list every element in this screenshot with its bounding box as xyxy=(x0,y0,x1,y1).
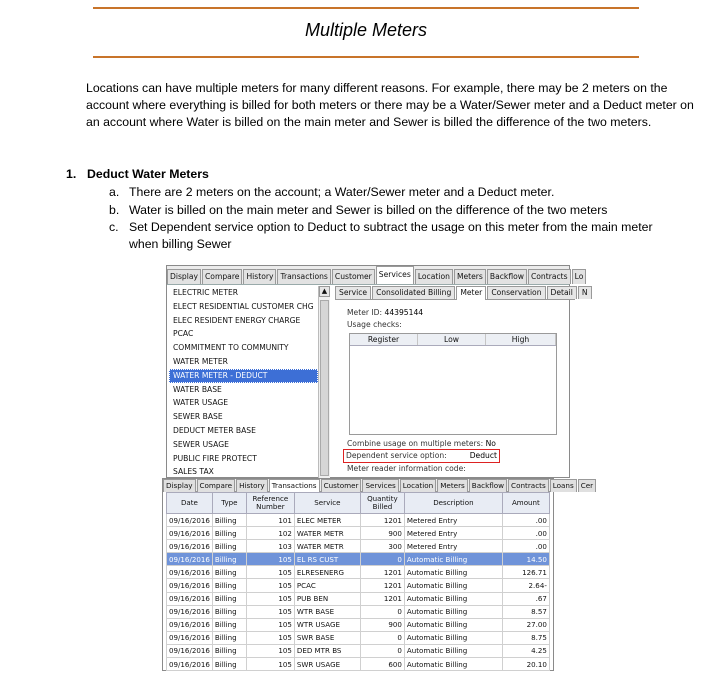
cell-date: 09/16/2016 xyxy=(167,605,213,618)
cell-ref: 105 xyxy=(246,618,294,631)
meter-id-row xyxy=(347,308,423,317)
cell-desc: Automatic Billing xyxy=(404,553,502,566)
meter-reader-label: Meter reader information code: xyxy=(347,464,466,473)
dependent-service-label: Dependent service option: xyxy=(346,451,447,460)
tab-transactions[interactable]: Transactions xyxy=(269,479,320,492)
service-list-scrollbar[interactable] xyxy=(318,286,330,479)
tab-meters[interactable]: Meters xyxy=(437,479,468,492)
cell-qty: 1201 xyxy=(360,579,404,592)
cell-date: 09/16/2016 xyxy=(167,527,213,540)
cell-desc: Metered Entry xyxy=(404,514,502,527)
tab-loans[interactable]: Loans xyxy=(550,479,577,492)
cell-type: Billing xyxy=(212,527,246,540)
page-title: Multiple Meters xyxy=(304,20,428,40)
transactions-table xyxy=(166,492,550,671)
tab-contracts[interactable]: Contracts xyxy=(508,479,549,492)
cell-date: 09/16/2016 xyxy=(167,658,213,671)
cell-desc: Automatic Billing xyxy=(404,566,502,579)
column-header[interactable]: Description xyxy=(404,493,502,514)
cell-date: 09/16/2016 xyxy=(167,579,213,592)
cell-type: Billing xyxy=(212,514,246,527)
cell-service: ELEC METER xyxy=(294,514,360,527)
meter-id-value: 44395144 xyxy=(384,308,424,317)
bottom-rule xyxy=(93,56,639,58)
list-item[interactable]: WATER USAGE xyxy=(173,398,229,408)
list-letter: c. xyxy=(109,220,119,234)
cell-ref: 105 xyxy=(246,553,294,566)
cell-type: Billing xyxy=(212,592,246,605)
table-row[interactable] xyxy=(167,605,550,618)
cell-service: EL RS CUST xyxy=(294,553,360,566)
cell-ref: 102 xyxy=(246,527,294,540)
list-text: Set Dependent service option to Deduct to subtract the usage on this meter from the main meter when billing Sewer xyxy=(129,220,653,251)
cell-ref: 105 xyxy=(246,658,294,671)
cell-ref: 105 xyxy=(246,579,294,592)
service-list xyxy=(169,286,318,479)
tab-display[interactable]: Display xyxy=(167,269,201,284)
table-row[interactable] xyxy=(167,579,550,592)
cell-qty: 600 xyxy=(360,658,404,671)
cell-qty: 1201 xyxy=(360,592,404,605)
cell-service: WTR BASE xyxy=(294,605,360,618)
cell-qty: 300 xyxy=(360,540,404,553)
cell-qty: 0 xyxy=(360,553,404,566)
list-item[interactable]: WATER BASE xyxy=(173,384,222,394)
cell-service: PUB BEN xyxy=(294,592,360,605)
cell-amount: .00 xyxy=(502,527,549,540)
cell-qty: 900 xyxy=(360,618,404,631)
cell-service: PCAC xyxy=(294,579,360,592)
tab-compare[interactable]: Compare xyxy=(202,269,242,284)
usage-checks-header xyxy=(350,334,556,346)
cell-qty: 1201 xyxy=(360,514,404,527)
meter-id-label: Meter ID: xyxy=(347,308,383,317)
table-row[interactable] xyxy=(167,514,550,527)
tab-compare[interactable]: Compare xyxy=(197,479,236,492)
cell-qty: 0 xyxy=(360,631,404,644)
cell-desc: Automatic Billing xyxy=(404,579,502,592)
tab-lo[interactable]: Lo xyxy=(572,269,587,284)
tab-customer[interactable]: Customer xyxy=(321,479,362,492)
cell-type: Billing xyxy=(212,566,246,579)
main-tab-bar xyxy=(167,266,584,285)
cell-amount: 14.50 xyxy=(502,553,549,566)
column-header[interactable]: High xyxy=(486,334,556,345)
cell-amount: 8.57 xyxy=(502,605,549,618)
column-header[interactable]: Amount xyxy=(502,493,549,514)
tab-location[interactable]: Location xyxy=(400,479,436,492)
subtab-detail[interactable]: Detail xyxy=(547,286,577,299)
cell-date: 09/16/2016 xyxy=(167,644,213,657)
cell-qty: 900 xyxy=(360,527,404,540)
list-item[interactable]: ELECTRIC METER xyxy=(173,288,239,297)
cell-date: 09/16/2016 xyxy=(167,592,213,605)
cell-type: Billing xyxy=(212,553,246,566)
intro-paragraph: Locations can have multiple meters for many different reasons. For example, there may be 2 meters on the account where everything is billed for both meters or there may be a Water/Sewer meter and a Deduct meter on an account where Water is billed on the main meter and Sewer is billed the difference of the two meters. xyxy=(86,81,694,129)
cell-type: Billing xyxy=(212,631,246,644)
combine-usage-label: Combine usage on multiple meters: xyxy=(347,439,484,448)
subtab-consolidated-billing[interactable]: Consolidated Billing xyxy=(372,286,455,299)
list-item-c xyxy=(109,219,664,253)
cell-service: WATER METR xyxy=(294,540,360,553)
cell-type: Billing xyxy=(212,579,246,592)
cell-date: 09/16/2016 xyxy=(167,514,213,527)
table-row[interactable] xyxy=(167,540,550,553)
tab-cer[interactable]: Cer xyxy=(578,479,596,492)
list-item[interactable]: SEWER BASE xyxy=(173,412,223,422)
cell-desc: Automatic Billing xyxy=(404,618,502,631)
dependent-service-value[interactable]: Deduct xyxy=(469,451,497,460)
column-header[interactable]: Register xyxy=(350,334,418,345)
cell-type: Billing xyxy=(212,618,246,631)
cell-service: DED MTR BS xyxy=(294,644,360,657)
cell-desc: Automatic Billing xyxy=(404,658,502,671)
cell-type: Billing xyxy=(212,540,246,553)
transactions-screenshot xyxy=(162,478,594,671)
transactions-tab-bar xyxy=(163,479,594,492)
cell-qty: 0 xyxy=(360,605,404,618)
column-header[interactable]: Low xyxy=(418,334,486,345)
table-row[interactable] xyxy=(167,658,550,671)
cell-date: 09/16/2016 xyxy=(167,618,213,631)
cell-service: WTR USAGE xyxy=(294,618,360,631)
cell-date: 09/16/2016 xyxy=(167,553,213,566)
services-screenshot xyxy=(166,265,588,478)
table-row[interactable] xyxy=(167,527,550,540)
table-row[interactable] xyxy=(167,592,550,605)
cell-date: 09/16/2016 xyxy=(167,540,213,553)
table-row[interactable] xyxy=(167,566,550,579)
table-row[interactable] xyxy=(167,644,550,657)
list-item-a xyxy=(109,184,669,201)
detail-tab-bar xyxy=(335,286,588,300)
cell-type: Billing xyxy=(212,644,246,657)
cell-amount: .67 xyxy=(502,592,549,605)
cell-type: Billing xyxy=(212,605,246,618)
column-header[interactable]: Service xyxy=(294,493,360,514)
subtab-meter[interactable]: Meter xyxy=(456,286,486,300)
scroll-thumb[interactable] xyxy=(320,300,329,476)
list-item[interactable]: ELECT RESIDENTIAL CUSTOMER CHG xyxy=(173,301,314,311)
list-letter: a. xyxy=(109,185,120,199)
usage-checks-grid[interactable] xyxy=(349,333,557,435)
cell-desc: Automatic Billing xyxy=(404,631,502,644)
column-header[interactable]: Date xyxy=(167,493,213,514)
cell-ref: 105 xyxy=(246,631,294,644)
cell-qty: 1201 xyxy=(360,566,404,579)
cell-date: 09/16/2016 xyxy=(167,631,213,644)
cell-ref: 105 xyxy=(246,644,294,657)
scroll-up-icon[interactable]: ▲ xyxy=(319,286,330,297)
cell-amount: 126.71 xyxy=(502,566,549,579)
subtab-conservation[interactable]: Conservation xyxy=(487,286,545,299)
cell-ref: 101 xyxy=(246,514,294,527)
list-item[interactable]: ELEC RESIDENT ENERGY CHARGE xyxy=(173,315,301,325)
cell-service: ELRESENERG xyxy=(294,566,360,579)
list-text: Water is billed on the main meter and Sewer is billed on the difference of the two meters xyxy=(129,203,608,217)
list-item[interactable]: PUBLIC FIRE PROTECT xyxy=(173,453,257,463)
cell-service: SWR USAGE xyxy=(294,658,360,671)
tab-history[interactable]: History xyxy=(243,269,276,284)
cell-ref: 105 xyxy=(246,592,294,605)
list-item[interactable]: SALES TAX xyxy=(173,467,214,477)
cell-service: SWR BASE xyxy=(294,631,360,644)
list-item[interactable]: PCAC xyxy=(173,329,194,339)
cell-ref: 105 xyxy=(246,605,294,618)
cell-desc: Automatic Billing xyxy=(404,605,502,618)
tab-display[interactable]: Display xyxy=(163,479,196,492)
table-row[interactable] xyxy=(167,553,550,566)
list-item[interactable]: SEWER USAGE xyxy=(173,439,229,449)
usage-checks-label: Usage checks: xyxy=(347,320,402,329)
tab-history[interactable]: History xyxy=(236,479,268,492)
list-item-b xyxy=(109,202,669,219)
cell-amount: 8.75 xyxy=(502,631,549,644)
cell-desc: Automatic Billing xyxy=(404,644,502,657)
cell-amount: 27.00 xyxy=(502,618,549,631)
column-header[interactable]: Type xyxy=(212,493,246,514)
subtab-n[interactable]: N xyxy=(578,286,592,299)
cell-amount: 4.25 xyxy=(502,644,549,657)
cell-type: Billing xyxy=(212,658,246,671)
cell-amount: .00 xyxy=(502,540,549,553)
tab-customer[interactable]: Customer xyxy=(332,269,375,284)
cell-qty: 0 xyxy=(360,644,404,657)
tab-backflow[interactable]: Backflow xyxy=(469,479,507,492)
tab-meters[interactable]: Meters xyxy=(454,269,486,284)
combine-usage-row xyxy=(347,439,496,448)
top-rule xyxy=(93,7,639,9)
list-item[interactable]: WATER METER - DEDUCT xyxy=(169,369,318,383)
combine-usage-value: No xyxy=(485,439,496,448)
tab-contracts[interactable]: Contracts xyxy=(528,269,571,284)
tab-services[interactable]: Services xyxy=(376,266,414,284)
list-text: There are 2 meters on the account; a Water/Sewer meter and a Deduct meter. xyxy=(129,185,555,199)
column-header[interactable]: Reference Number xyxy=(246,493,294,514)
cell-ref: 103 xyxy=(246,540,294,553)
table-row[interactable] xyxy=(167,631,550,644)
list-item[interactable]: WATER METER xyxy=(173,356,228,366)
cell-desc: Metered Entry xyxy=(404,540,502,553)
cell-amount: 2.64- xyxy=(502,579,549,592)
section-heading xyxy=(66,167,209,181)
cell-date: 09/16/2016 xyxy=(167,566,213,579)
list-item[interactable]: COMMITMENT TO COMMUNITY xyxy=(173,343,289,353)
cell-desc: Automatic Billing xyxy=(404,592,502,605)
column-header[interactable]: Quantity Billed xyxy=(360,493,404,514)
subtab-service[interactable]: Service xyxy=(335,286,371,299)
cell-ref: 105 xyxy=(246,566,294,579)
cell-service: WATER METR xyxy=(294,527,360,540)
cell-amount: .00 xyxy=(502,514,549,527)
section-title: Deduct Water Meters xyxy=(87,167,209,181)
list-item[interactable]: DEDUCT METER BASE xyxy=(173,425,256,435)
list-letter: b. xyxy=(109,203,120,217)
tab-services[interactable]: Services xyxy=(362,479,398,492)
dependent-service-highlight xyxy=(343,449,500,463)
section-number: 1. xyxy=(66,167,77,181)
table-row[interactable] xyxy=(167,618,550,631)
cell-desc: Metered Entry xyxy=(404,527,502,540)
tab-backflow[interactable]: Backflow xyxy=(487,269,527,284)
cell-amount: 20.10 xyxy=(502,658,549,671)
tab-transactions[interactable]: Transactions xyxy=(277,269,330,284)
tab-location[interactable]: Location xyxy=(415,269,453,284)
